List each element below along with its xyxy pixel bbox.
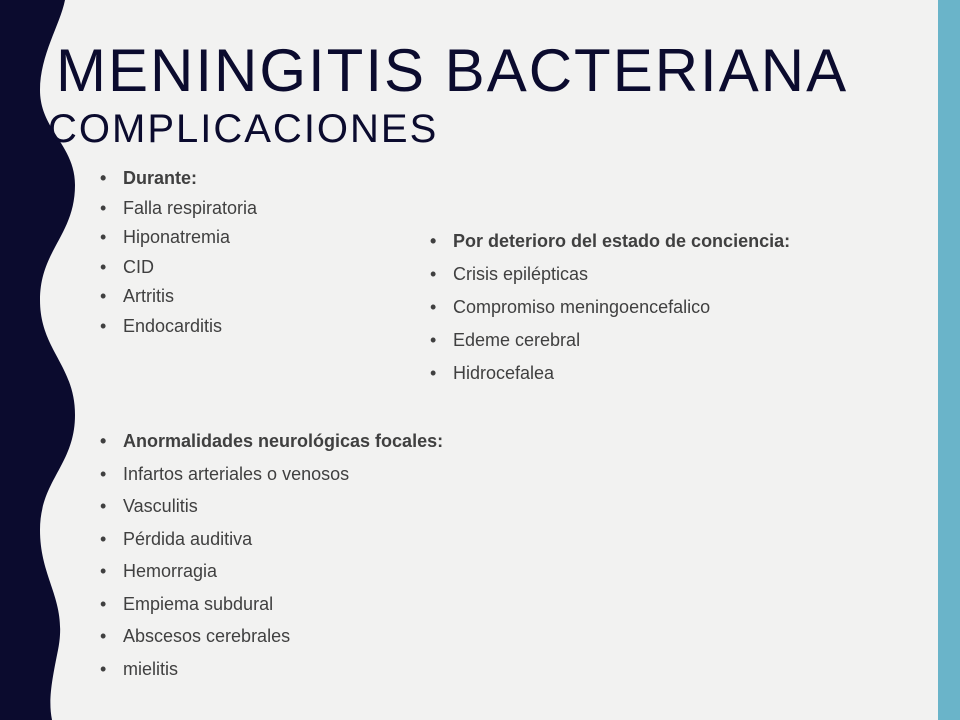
list-item: • Infartos arteriales o venosos — [100, 458, 443, 491]
durante-heading: • Durante: — [100, 164, 257, 194]
list-item: • Hidrocefalea — [430, 357, 790, 390]
list-item: • Pérdida auditiva — [100, 523, 443, 556]
list-item: • Hemorragia — [100, 555, 443, 588]
focales-list — [100, 425, 443, 685]
list-item: • Endocarditis — [100, 312, 257, 342]
list-item: • Artritis — [100, 282, 257, 312]
list-item: • CID — [100, 253, 257, 283]
list-item: • Edeme cerebral — [430, 324, 790, 357]
focales-heading: • Anormalidades neurológicas focales: — [100, 425, 443, 458]
list-item: • Vasculitis — [100, 490, 443, 523]
conciencia-heading: • Por deterioro del estado de conciencia: — [430, 225, 790, 258]
conciencia-list — [430, 225, 790, 390]
list-item: • Falla respiratoria — [100, 194, 257, 224]
slide-title: MENINGITIS BACTERIANA — [56, 37, 849, 104]
list-item: • Abscesos cerebrales — [100, 620, 443, 653]
durante-list — [100, 164, 257, 341]
list-item: • Crisis epilépticas — [430, 258, 790, 291]
list-item: • mielitis — [100, 653, 443, 686]
list-item: • Empiema subdural — [100, 588, 443, 621]
list-item: • Compromiso meningoencefalico — [430, 291, 790, 324]
list-item: • Hiponatremia — [100, 223, 257, 253]
right-accent-band — [938, 0, 960, 720]
slide-subtitle: COMPLICACIONES — [48, 107, 439, 151]
